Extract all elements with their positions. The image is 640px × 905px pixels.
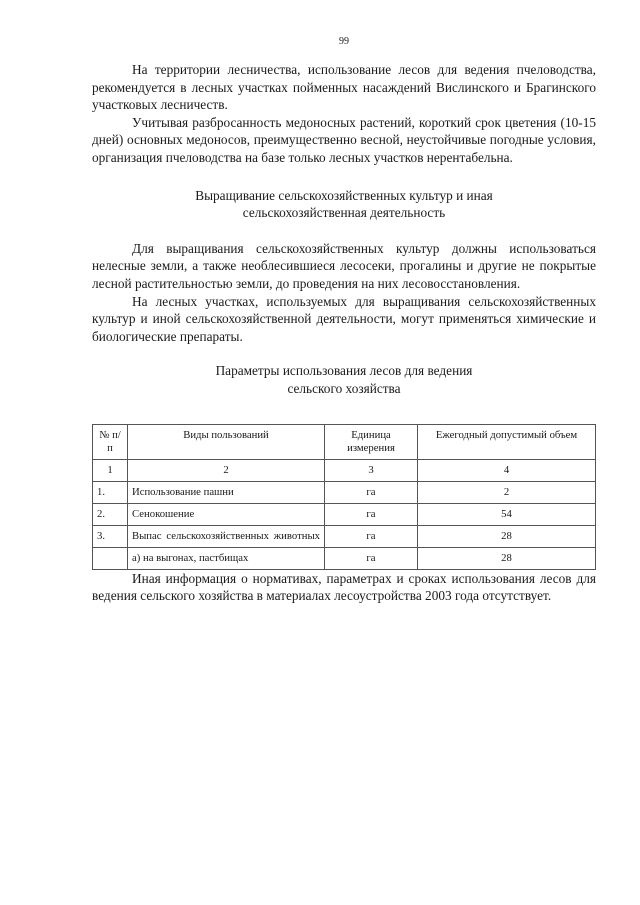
header-unit: Единица измерения bbox=[325, 424, 418, 459]
header-annual-volume: Ежегодный допустимый объем bbox=[418, 424, 596, 459]
row-volume: 2 bbox=[418, 481, 596, 503]
table-caption-line-2: сельского хозяйства bbox=[287, 380, 401, 396]
row-volume: 28 bbox=[418, 525, 596, 547]
row-number: 1. bbox=[93, 481, 128, 503]
paragraph-land-use: Для выращивания сельскохозяйственных культур должны использоваться нелесные земли, а также необлесившиеся лесосеки, прогалины и другие не покрытые лесной растительностью земли, до проведения на них лесовосстановления. bbox=[92, 240, 596, 291]
row-usage-type: а) на выгонах, пастбищах bbox=[128, 547, 325, 569]
paragraph-chemicals: На лесных участках, используемых для выращивания сельскохозяйственных культур и иной сельскохозяйственной деятельности, могут применяться химические и биологические препараты. bbox=[92, 293, 596, 344]
row-usage-type: Использование пашни bbox=[128, 481, 325, 503]
row-unit: га bbox=[325, 547, 418, 569]
section-heading-line-1: Выращивание сельскохозяйственных культур и иная bbox=[195, 187, 493, 203]
column-number: 4 bbox=[418, 459, 596, 481]
row-volume: 28 bbox=[418, 547, 596, 569]
row-volume: 54 bbox=[418, 503, 596, 525]
column-number: 3 bbox=[325, 459, 418, 481]
row-unit: га bbox=[325, 503, 418, 525]
column-number: 2 bbox=[128, 459, 325, 481]
header-usage-type: Виды пользований bbox=[128, 424, 325, 459]
section-heading-line-2: сельскохозяйственная деятельность bbox=[242, 205, 446, 221]
paragraph-no-information: Иная информация о нормативах, параметрах и сроках использования лесов для ведения сельского хозяйства в материалах лесоустройства 2003 года отсутствует. bbox=[92, 570, 596, 604]
row-usage-type: Сенокошение bbox=[128, 503, 325, 525]
row-usage-type: Выпас сельскохозяйственных животных bbox=[128, 525, 325, 547]
parameters-table bbox=[92, 424, 596, 570]
table-caption-line-1: Параметры использования лесов для ведения bbox=[215, 363, 473, 379]
paragraph-beekeeping-unprofitable: Учитывая разбросанность медоносных растений, короткий срок цветения (10-15 дней) основных медоносов, преимущественно весной, неустойчивые погодные условия, организация пчеловодства на базе только лесных участков нерентабельна. bbox=[92, 114, 596, 165]
row-unit: га bbox=[325, 481, 418, 503]
table-row bbox=[93, 547, 596, 569]
row-number: 3. bbox=[93, 525, 128, 547]
paragraph-beekeeping: На территории лесничества, использование лесов для ведения пчеловодства, рекомендуется в лесных участках пойменных насаждений Вислинского и Брагинского участковых лесничеств. bbox=[92, 62, 596, 113]
row-unit: га bbox=[325, 525, 418, 547]
row-number bbox=[93, 547, 128, 569]
table-header-row bbox=[93, 424, 596, 459]
row-number: 2. bbox=[93, 503, 128, 525]
table-row bbox=[93, 481, 596, 503]
column-number: 1 bbox=[93, 459, 128, 481]
table-caption bbox=[92, 362, 596, 397]
table-column-numbers-row bbox=[93, 459, 596, 481]
section-heading bbox=[92, 187, 596, 222]
table-row bbox=[93, 525, 596, 547]
page-number: 99 bbox=[339, 36, 349, 47]
header-number: № п/п bbox=[93, 424, 128, 459]
table-row bbox=[93, 503, 596, 525]
